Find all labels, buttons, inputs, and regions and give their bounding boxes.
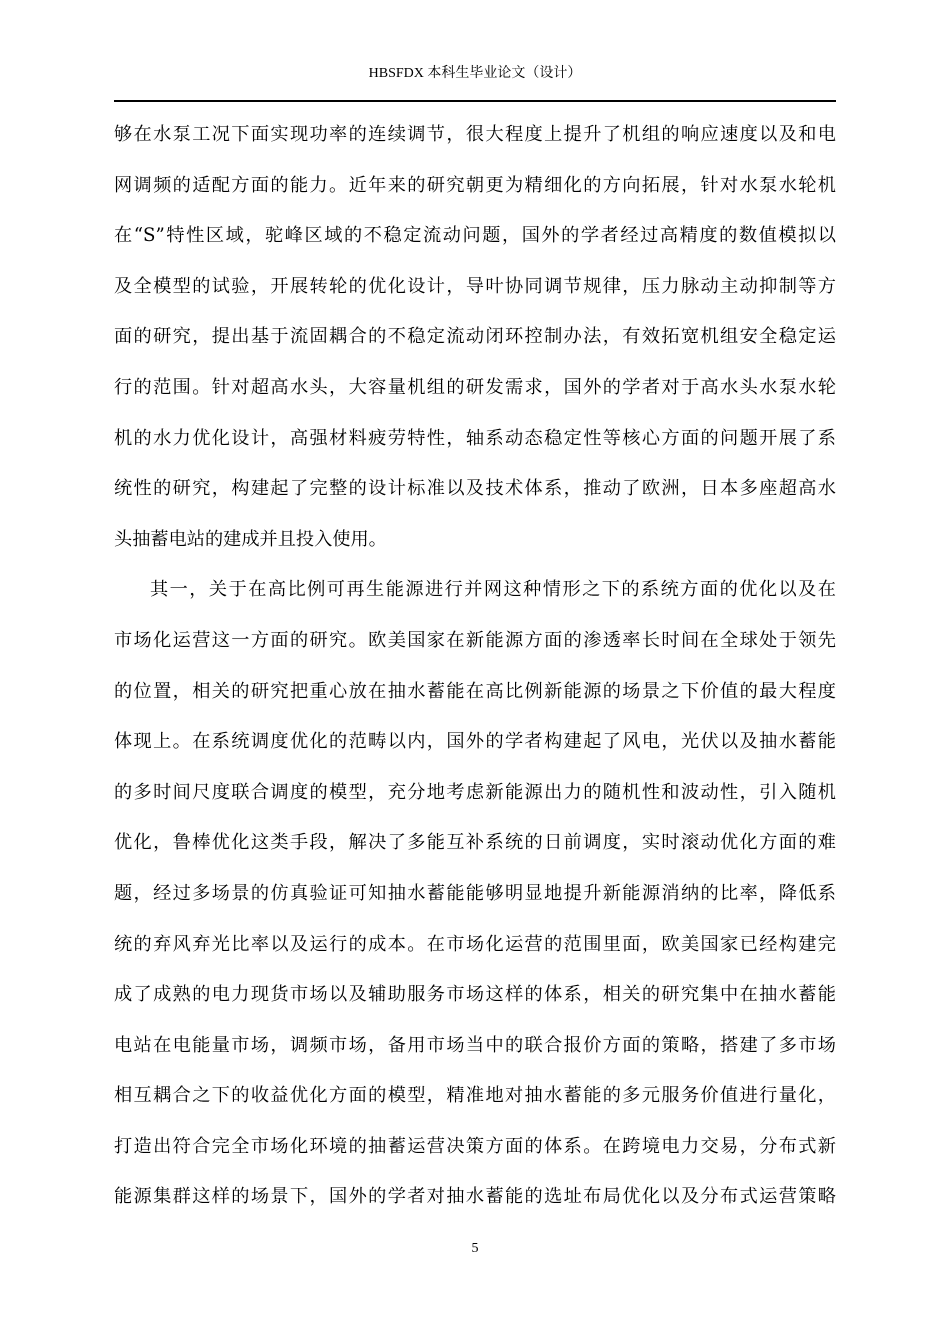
header-rule — [114, 100, 836, 102]
paragraph-1-line-3: 在“S”特性区域，驼峰区域的不稳定流动问题，国外的学者经过高精度的数值模拟以 — [114, 225, 836, 247]
paragraph-1-line-5: 面的研究，提出基于流固耦合的不稳定流动闭环控制办法，有效拓宽机组安全稳定运 — [114, 326, 836, 348]
body-text — [114, 110, 836, 1223]
paragraph-2-line-3: 的位置，相关的研究把重心放在抽水蓄能在高比例新能源的场景之下价值的最大程度 — [114, 680, 836, 702]
paragraph-2-line-11: 相互耦合之下的收益优化方面的模型，精准地对抽水蓄能的多元服务价值进行量化， — [114, 1085, 836, 1107]
paragraph-2-line-9: 成了成熟的电力现货市场以及辅助服务市场这样的体系，相关的研究集中在抽水蓄能 — [114, 984, 836, 1006]
page-number: 5 — [471, 1241, 479, 1256]
paragraph-1-line-1: 够在水泵工况下面实现功率的连续调节，很大程度上提升了机组的响应速度以及和电 — [114, 124, 836, 145]
paragraph-2-line-13: 能源集群这样的场景下，国外的学者对抽水蓄能的选址布局优化以及分布式运营策略 — [114, 1186, 836, 1208]
paragraph-1-line-8: 统性的研究，构建起了完整的设计标准以及技术体系，推动了欧洲，日本多座超高水 — [114, 478, 836, 500]
paragraph-1-line-2: 网调频的适配方面的能力。近年来的研究朝更为精细化的方向拓展，针对水泵水轮机 — [114, 174, 836, 196]
paragraph-2-line-2: 市场化运营这一方面的研究。欧美国家在新能源方面的渗透率长时间在全球处于领先 — [114, 629, 836, 651]
paragraph-2-line-10: 电站在电能量市场，调频市场，备用市场当中的联合报价方面的策略，搭建了多市场 — [114, 1034, 836, 1056]
paragraph-2-line-8: 统的弃风弃光比率以及运行的成本。在市场化运营的范围里面，欧美国家已经构建完 — [114, 933, 836, 955]
page-header: HBSFDX 本科生毕业论文（设计） — [368, 66, 582, 81]
paragraph-2-line-5: 的多时间尺度联合调度的模型，充分地考虑新能源出力的随机性和波动性，引入随机 — [114, 781, 836, 803]
paragraph-1-line-9: 头抽蓄电站的建成并且投入使用。 — [114, 528, 387, 550]
paragraph-1-line-4: 及全模型的试验，开展转轮的优化设计，导叶协同调节规律，压力脉动主动抑制等方 — [114, 275, 836, 297]
paragraph-2-line-7: 题，经过多场景的仿真验证可知抽水蓄能能够明显地提升新能源消纳的比率，降低系 — [114, 882, 836, 904]
paragraph-2-line-6: 优化，鲁棒优化这类手段，解决了多能互补系统的日前调度，实时滚动优化方面的难 — [114, 832, 836, 854]
paragraph-1-line-6: 行的范围。针对超高水头，大容量机组的研发需求，国外的学者对于高水头水泵水轮 — [114, 376, 836, 398]
paragraph-2-line-1: 其一，关于在高比例可再生能源进行并网这种情形之下的系统方面的优化以及在 — [150, 579, 836, 601]
paragraph-1-line-7: 机的水力优化设计，高强材料疲劳特性，轴系动态稳定性等核心方面的问题开展了系 — [114, 427, 836, 449]
paragraph-2-line-4: 体现上。在系统调度优化的范畴以内，国外的学者构建起了风电，光伏以及抽水蓄能 — [114, 731, 836, 753]
paragraph-2-line-12: 打造出符合完全市场化环境的抽蓄运营决策方面的体系。在跨境电力交易，分布式新 — [114, 1135, 836, 1157]
